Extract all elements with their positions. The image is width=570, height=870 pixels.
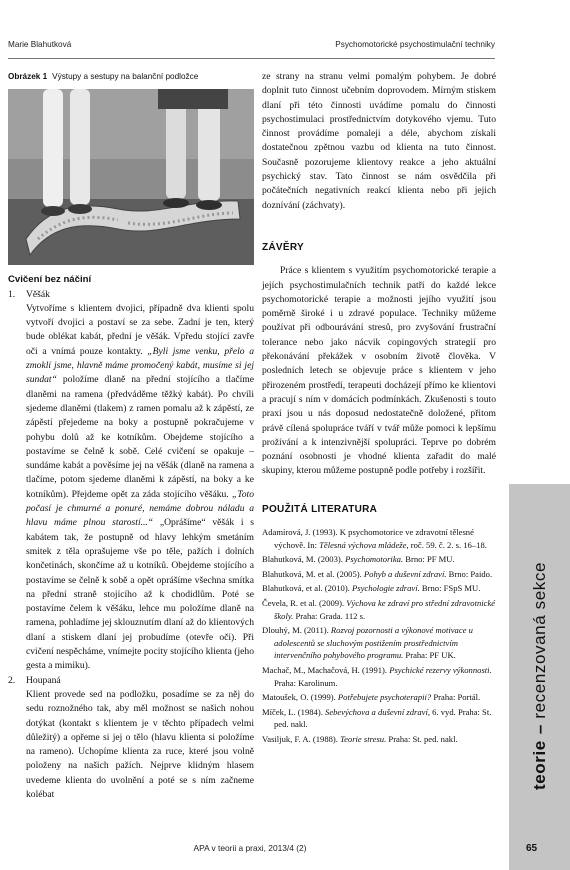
list-item — [8, 288, 254, 302]
list-item-number: 1. — [8, 288, 16, 300]
section-side-label — [530, 562, 550, 790]
section-title-exercises: Cvičení bez náčiní — [8, 274, 92, 286]
paragraph-text: „Oprášíme“ věšák i s kabátem tak, že postupně od hlavy lehkým smetáním smitek z těla oprašujeme vše po těle, pažích i dolních končetinách, skončíme až u kotníků. Obejdeme stojícího a postavíme se čelně k sobě a opět oprášíme všechna smítka na přední straně stojícího až k chodidlům. Poté se postavíme čelem k věšáku, lehce mu položíme dlaně na ramena, pohladíme jej sklouznutím dlaní až do klientových dlaní a stiskem dlaní jej probudíme (otevře oči). Při cvičení nespěcháme, vnímejte pocity stojícího klienta (jeho gesta a mimiku). — [26, 517, 254, 672]
footer-journal: APA v teorii a praxi, 2013/4 (2) — [193, 843, 307, 853]
paragraph: Klient provede sed na podložku, posadíme se za něj do sedu roznožného tak, aby měl možnost se našich nohou dotýkat (kontakt s klientem je v těchto případech velmi důležitý) a opřeme si jej o tělo (hlavu klienta si položíme na rameno). Uchopíme klienta za ruce, které jsou volně položeny na našich pažích. Nejprve klidným hlasem uvedeme klienta do uvolnění a poté se s ním začneme kolébat — [26, 688, 254, 800]
left-column — [8, 70, 254, 802]
references-list — [262, 526, 496, 746]
reference-item: Machač, M., Machačová, H. (1991). Psychické rezervy výkonnosti. Praha: Karolinum. — [262, 664, 492, 688]
header-author: Marie Blahutková — [8, 40, 72, 49]
reference-item: Blahutková, et al. (2010). Psychologie zdraví. Brno: FSpS MU. — [262, 583, 481, 594]
continuation-paragraph: ze strany na stranu velmi pomalým pohybem. Je dobré doplnit tuto činnost učebním doprovodem. Mírným stiskem dlaní při této činnosti uvádíme pomalu do činnosti psychostimulaci prostřednictvím dotykového vjemu. Tuto činnost provádíme pomaleji a déle, abychom získali dostatečnou zpětnou vazbu od klienta na tuto činnost. Současně pozorujeme klientovy reakce a jeho aktuální psychický stav. Tato činnost se nám osvědčila při počátečních negativních reakcí klienta nebo při jejich doznívání (záchvaty). — [262, 71, 496, 211]
reference-item: Adamírová, J. (1993). K psychomotorice ve zdravotní tělesné výchově. In: Tělesná výchova mládeže, roč. 59. č. 2. s. 16–18. — [262, 527, 487, 550]
figure-label: Obrázek 1 — [8, 72, 48, 81]
conclusions-paragraph: Práce s klientem s využitím psychomotorické terapie a jejích psychostimulačních technik patří do každé lekce psychomotorické terapie a možnosti jejího využití jsou poměrně široké i u zdravé populace. Techniky můžeme používat při odbourávání stresů, pro zvyšování frustrační tolerance nebo jako nácvik copingových strategií pro překonávání překážek v osobním životě člověka. V posledních letech se objevuje práce s klientem v jeho přirozeném prostředí, terapeuti docházejí přímo ke klientovi a pracují s ním v domácích podmínkách. Zkušenosti s touto praxí jsou u nás doposud nedostatečně doložené, přitom právě cílená spolupráce tváří v tvář může pomoci k lepšímu prožívání a k intenzivnější spolupráci. Teprve po dobrém poznání osobnosti je vhodné klienta zařadit do malé skupiny, kterou můžeme postupně podle potřeby i rozšířit. — [262, 265, 496, 477]
reference-item: Míček, L. (1984). Sebevýchova a duševní zdraví, 6. vyd. Praha: St. ped. nakl. — [262, 706, 492, 730]
conclusions-heading: ZÁVĚRY — [262, 241, 304, 253]
reference-item: Blahutková, M. (2003). Psychomotorika. Brno: PF MU. — [262, 554, 455, 565]
figure-photo — [8, 89, 254, 265]
side-label-word2: recenzovaná sekce — [530, 561, 549, 719]
list-item-body — [26, 302, 254, 674]
reference-item: Dlouhý, M. (2011). Rozvoj pozornosti a výkonové motivace u adolescentů se sluchovým postižením prostřednictvím intervenčního pohybového programu. Praha: PF UK. — [262, 625, 473, 661]
references-heading: POUŽITÁ LITERATURA — [262, 503, 378, 515]
list-item-title: Věšák — [26, 288, 50, 300]
right-column — [262, 70, 496, 748]
header-running-title: Psychomotorické psychostimulační techniky — [335, 40, 495, 49]
paragraph — [26, 302, 254, 674]
paragraph-text: Vytvoříme s klientem dvojici, případně dva klienti spolu vytvoří dvojici a postaví se za sebe. Zadní je ten, který bude oblékat kabát, přední je věšák. Vpředu stojící zavře oči a vnímá pouze kontakty. — [26, 302, 254, 357]
side-label-dash: – — [530, 724, 549, 735]
figure-caption — [8, 70, 254, 84]
list-item — [8, 674, 254, 688]
reference-item: Blahutková, M. et al. (2005). Pohyb a duševní zdraví. Brno: Paido. — [262, 568, 493, 579]
list-item-body — [26, 688, 254, 802]
figure-caption-text: Výstupy a sestupy na balanční podložce — [52, 72, 199, 81]
page-number: 65 — [526, 843, 538, 854]
quote-text: „Toto počasí je chmurné a ponuré, nemáme dobrou náladu a hlavu máme plnou starostí...“ — [26, 488, 254, 529]
list-item-title: Houpaná — [26, 674, 61, 686]
side-label-word1: teorie — [530, 740, 549, 791]
list-item-number: 2. — [8, 674, 16, 686]
reference-item: Vasiljuk, F. A. (1988). Teorie stresu. Praha: St. ped. nakl. — [262, 733, 458, 744]
paragraph-text: položíme dlaně na přední stojícího a tlačíme dlaněmi na ramena (předváděme těžký kabát). Po chvíli sjedeme dlaněmi (tlakem) z ramen pomalu až k zápěstí, ze zápěstí přejedeme na boky a postupně pokračujeme v pohybu dolů až ke kotníkům. Obejdeme stojícího a postavíme se čelně k sobě. Celé cvičení se opakuje – sundáme kabát a pověsíme jej na věšák (dlaně na ramena a tlačíme, potom sjedeme dlaněmi k zápěstí, na boky a ke kotníkům). Přejdeme opět za záda stojícího věšáku. — [26, 374, 254, 500]
reference-item: Matoušek, O. (1999). Potřebujete psychoterapii? Praha: Portál. — [262, 692, 481, 703]
reference-item: Čevela, R. et al. (2009). Výchova ke zdraví pro střední zdravotnické školy. Praha: Grada. 112 s. — [262, 597, 496, 621]
quote-text: „Byli jsme venku, přelo a zmoklí jsme, hlavně máme promočený kabát, musíme si jej sundat“ — [26, 345, 254, 386]
header-rule — [8, 58, 495, 59]
photo-illustration — [8, 89, 254, 265]
